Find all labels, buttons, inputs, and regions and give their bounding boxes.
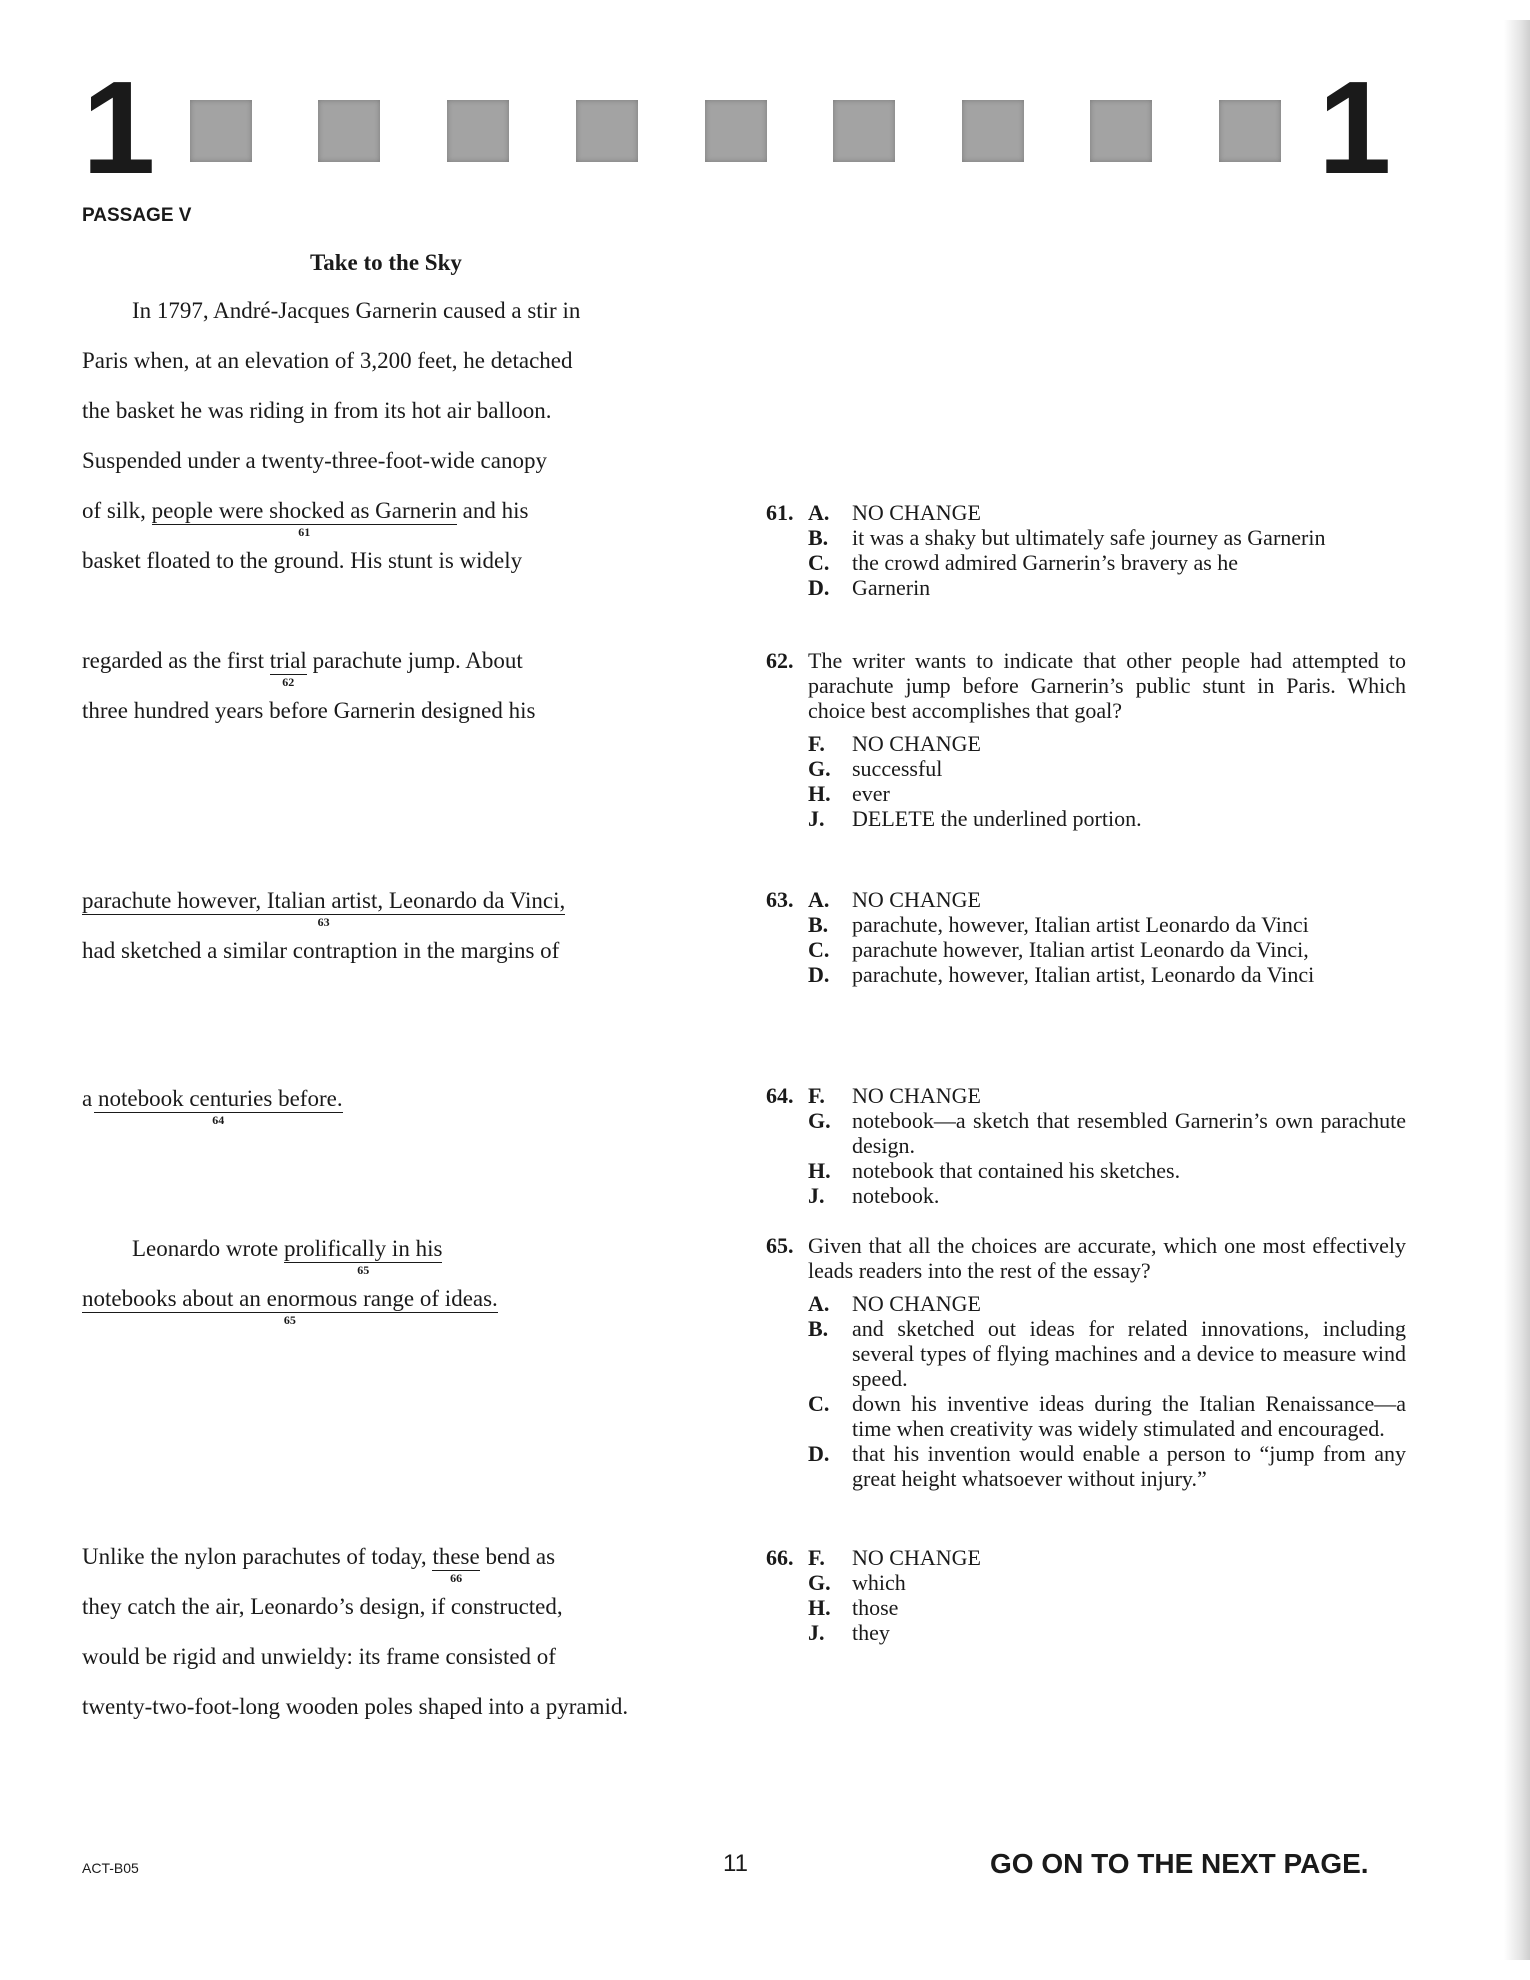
question-61: 61. A. NO CHANGE B. it was a shaky but ultimately safe journey as Garnerin C. the crowd admired Garnerin’s bravery as he D. Garnerin (766, 500, 1406, 600)
page-number: 11 (723, 1850, 748, 1877)
next-page-notice: GO ON TO THE NEXT PAGE. (990, 1848, 1369, 1879)
answer-option[interactable]: J. they (808, 1620, 890, 1645)
question-ref-65: 65 (283, 1313, 296, 1327)
answer-option[interactable]: B. and sketched out ideas for related innovations, including several types of flying machines and a device to measure wind speed. (808, 1316, 1406, 1391)
passage-line: Paris when, at an elevation of 3,200 feet, he detached (82, 348, 573, 373)
question-ref-62: 62 (282, 675, 295, 689)
header-square (962, 100, 1024, 162)
answer-option[interactable]: F. NO CHANGE (808, 731, 981, 756)
question-ref-63: 63 (317, 915, 330, 929)
passage-line: of silk, people were shocked as Garnerin 61 and his (82, 498, 529, 539)
header-square (447, 100, 509, 162)
passage-line: a notebook centuries before. 64 (82, 1086, 343, 1127)
header-square (576, 100, 638, 162)
underlined-portion-61: people were shocked as Garnerin 61 (151, 498, 457, 539)
form-code: ACT-B05 (82, 1860, 139, 1876)
answer-option[interactable]: B. it was a shaky but ultimately safe journey as Garnerin (808, 525, 1326, 550)
answer-option[interactable]: D. parachute, however, Italian artist, Leonardo da Vinci (808, 962, 1315, 987)
underlined-portion-63: parachute however, Italian artist, Leonardo da Vinci, 63 (82, 888, 566, 929)
passage-line: In 1797, André-Jacques Garnerin caused a stir in (132, 298, 581, 323)
answer-option[interactable]: G. notebook—a sketch that resembled Garnerin’s own parachute design. (808, 1108, 1406, 1158)
header-square (318, 100, 380, 162)
question-ref-61: 61 (298, 525, 311, 539)
answer-option[interactable]: C. parachute however, Italian artist Leonardo da Vinci, (808, 937, 1309, 962)
header-square (190, 100, 252, 162)
question-stem: The writer wants to indicate that other people had attempted to parachute jump before Garnerin’s public stunt in Paris. Which choice best accomplishes that goal? (808, 648, 1406, 723)
underlined-portion-65: prolifically in his 65 (284, 1236, 443, 1277)
answer-option[interactable]: F. NO CHANGE (808, 1083, 981, 1108)
section-header (0, 0, 1530, 201)
answer-option[interactable]: B. parachute, however, Italian artist Leonardo da Vinci (808, 912, 1309, 937)
question-65: 65. Given that all the choices are accurate, which one most effectively leads readers into the rest of the essay? A. NO CHANGE B. and sketched out ideas for related innovations, including several types of flying machines and a device to measure wind speed. C. down his inventive ideas during the Italian Renaissance—a time when creativity was widely stimulated and encouraged. D. that his invention would enable a person to “jump from any great height whatsoever without injury.” (766, 1233, 1406, 1491)
answer-option[interactable]: C. the crowd admired Garnerin’s bravery as he (808, 550, 1239, 575)
header-square (833, 100, 895, 162)
question-64: 64. F. NO CHANGE G. notebook—a sketch that resembled Garnerin’s own parachute design. H. notebook that contained his sketches. J. notebook. (766, 1083, 1406, 1208)
passage-line: they catch the air, Leonardo’s design, if constructed, (82, 1594, 563, 1619)
answer-option[interactable]: D. that his invention would enable a person to “jump from any great height whatsoever without injury.” (808, 1441, 1406, 1491)
question-66: 66. F. NO CHANGE G. which H. those J. they (766, 1545, 1406, 1645)
header-square (1219, 100, 1281, 162)
answer-option[interactable]: D. Garnerin (808, 575, 931, 600)
answer-option[interactable]: G. which (808, 1570, 906, 1595)
passage-line: three hundred years before Garnerin designed his (82, 698, 536, 723)
underlined-portion-66: these 66 (432, 1544, 480, 1585)
passage-line: would be rigid and unwieldy: its frame consisted of (82, 1644, 556, 1669)
passage-line: Suspended under a twenty-three-foot-wide canopy (82, 448, 547, 473)
passage-line (82, 887, 566, 929)
passage-title: Take to the Sky (310, 250, 462, 275)
underlined-portion-64: notebook centuries before. 64 (94, 1086, 343, 1113)
question-ref-64: 64 (212, 1113, 225, 1127)
passage-line: regarded as the first trial 62 parachute jump. About (82, 648, 523, 689)
header-square (1090, 100, 1152, 162)
passage-line: Leonardo wrote prolifically in his 65 (132, 1236, 443, 1277)
passage-line: the basket he was riding in from its hot air balloon. (82, 398, 552, 423)
passage-line: basket floated to the ground. His stunt is widely (82, 548, 523, 573)
answer-option[interactable]: J. DELETE the underlined portion. (808, 806, 1142, 831)
passage-label: PASSAGE V (82, 205, 192, 226)
answer-option[interactable]: A. NO CHANGE (808, 500, 981, 525)
passage-line: twenty-two-foot-long wooden poles shaped into a pyramid. (82, 1694, 629, 1719)
answer-option[interactable]: H. ever (808, 781, 890, 806)
section-number-right: 1 (1318, 54, 1392, 201)
question-ref-66: 66 (450, 1571, 463, 1585)
answer-option[interactable]: G. successful (808, 756, 943, 781)
answer-option[interactable]: A. NO CHANGE (808, 1291, 981, 1316)
answer-option[interactable]: F. NO CHANGE (808, 1545, 981, 1570)
answer-option[interactable]: C. down his inventive ideas during the Italian Renaissance—a time when creativity was widely stimulated and encouraged. (808, 1391, 1406, 1441)
underlined-portion-65-cont: notebooks about an enormous range of ideas. 65 (82, 1286, 498, 1327)
scan-edge-shadow (1504, 20, 1530, 1960)
passage-line (82, 1285, 498, 1327)
question-62: 62. The writer wants to indicate that other people had attempted to parachute jump before Garnerin’s public stunt in Paris. Which choice best accomplishes that goal? F. NO CHANGE G. successful H. ever J. DELETE the underlined portion. (766, 648, 1406, 831)
question-ref-65: 65 (357, 1263, 370, 1277)
answer-option[interactable]: H. those (808, 1595, 899, 1620)
answer-option[interactable]: J. notebook. (808, 1183, 940, 1208)
question-stem: Given that all the choices are accurate, which one most effectively leads readers into the rest of the essay? (808, 1233, 1406, 1283)
underlined-portion-62: trial 62 (269, 648, 307, 689)
header-square (705, 100, 767, 162)
passage-line: Unlike the nylon parachutes of today, these 66 bend as (82, 1544, 556, 1585)
section-number-left: 1 (82, 54, 156, 201)
passage-line: had sketched a similar contraption in the margins of (82, 938, 560, 963)
answer-option[interactable]: H. notebook that contained his sketches. (808, 1158, 1181, 1183)
question-63: 63. A. NO CHANGE B. parachute, however, Italian artist Leonardo da Vinci C. parachute however, Italian artist Leonardo da Vinci, D. parachute, however, Italian artist, Leonardo da Vinci (766, 887, 1406, 987)
answer-option[interactable]: A. NO CHANGE (808, 887, 981, 912)
